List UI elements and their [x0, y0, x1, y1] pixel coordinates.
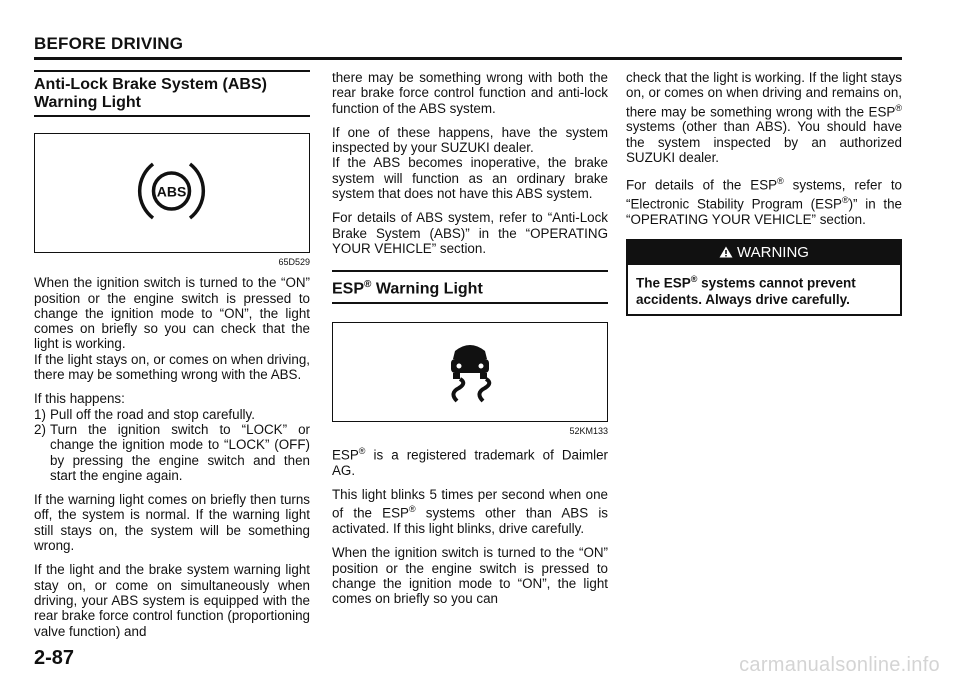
abs-figure [34, 133, 310, 253]
abs-section-heading [34, 70, 310, 117]
esp-figure-code: 52KM133 [569, 425, 608, 436]
abs-paragraph-1: When the ignition switch is turned to the “ON” position or the engine switch is pressed to change the ignition mode to “ON”, the light comes on briefly so you can check that the light is working. [34, 275, 310, 352]
warning-text: The ESP® systems cannot prevent accidents. Always drive carefully. [636, 274, 856, 307]
col2-paragraph-2: If one of these happens, have the system inspected by your SUZUKI dealer. [332, 124, 608, 156]
watermark: carmanualsonline.info [739, 654, 940, 676]
list-item: 2) Turn the ignition switch to “LOCK” or change the ignition mode to “LOCK” (OFF) by pressing the engine switch and then start the engine again. [34, 421, 310, 483]
col2-paragraph-1: there may be something wrong with both the rear brake force control function and anti-lock function of the ABS system. [332, 70, 608, 116]
abs-section-title-line2: Warning Light [34, 94, 141, 111]
warning-triangle-icon [719, 246, 733, 258]
page-number: 2-87 [34, 647, 75, 669]
esp-figure [332, 322, 608, 422]
header-rule [34, 57, 902, 60]
abs-paragraph-5: If the light and the brake system warning light stay on, or come on simultaneously when driving, your ABS system is equipped with the rear brake force control function (proportioning valve function) and [34, 562, 310, 639]
col2-paragraph-4: For details of ABS system, refer to “Anti-Lock Brake System (ABS)” in the “OPERATING YOUR VEHICLE” section. [332, 210, 608, 256]
col2-paragraph-6: This light blinks 5 times per second when one of the ESP® systems other than ABS is activated. If this light blinks, drive carefully. [332, 486, 608, 537]
list-item: 1) Pull off the road and stop carefully. [34, 406, 255, 422]
abs-paragraph-4: If the warning light comes on briefly then turns off, the system is normal. If the warning light still stays on, the system will be something wrong. [34, 492, 310, 554]
col2-paragraph-7: When the ignition switch is turned to the “ON” position or the engine switch is pressed to change the ignition mode to “ON”, the light comes on briefly so you can [332, 545, 608, 607]
abs-steps-list [34, 407, 310, 483]
column-1 [34, 70, 310, 648]
abs-section-title-line1: Anti-Lock Brake System (ABS) [34, 76, 267, 93]
page-header-title: BEFORE DRIVING [34, 34, 184, 53]
abs-paragraph-3: If this happens: [34, 391, 125, 407]
warning-header [628, 241, 900, 265]
esp-section-heading [332, 270, 608, 303]
warning-label: WARNING [737, 244, 809, 262]
abs-warning-icon [35, 134, 308, 249]
abs-icon-label: ABS [156, 183, 187, 200]
col3-paragraph-1: check that the light is working. If the light stays on, or comes on when driving and remains on, there may be something wrong with the ESP® systems (other than ABS). You should have the system inspected by an authorized SUZUKI dealer. [626, 70, 902, 165]
esp-skidding-car-icon [333, 323, 606, 419]
col2-paragraph-5: ESP® is a registered trademark of Daimler AG. [332, 445, 608, 478]
col3-paragraph-2: For details of the ESP® systems, refer to “Electronic Stability Program (ESP®)” in the “OPERATING YOUR VEHICLE” section. [626, 176, 902, 227]
column-3 [626, 70, 902, 316]
col2-paragraph-3: If the ABS becomes inoperative, the brake system will function as an ordinary brake system that does not have this ABS system. [332, 155, 608, 202]
esp-section-title: ESP® Warning Light [332, 279, 483, 298]
warning-box [626, 239, 902, 316]
column-2 [332, 70, 608, 616]
abs-figure-code: 65D529 [278, 257, 310, 267]
abs-paragraph-2: If the light stays on, or comes on when driving, there may be something wrong with the ABS. [34, 351, 310, 383]
